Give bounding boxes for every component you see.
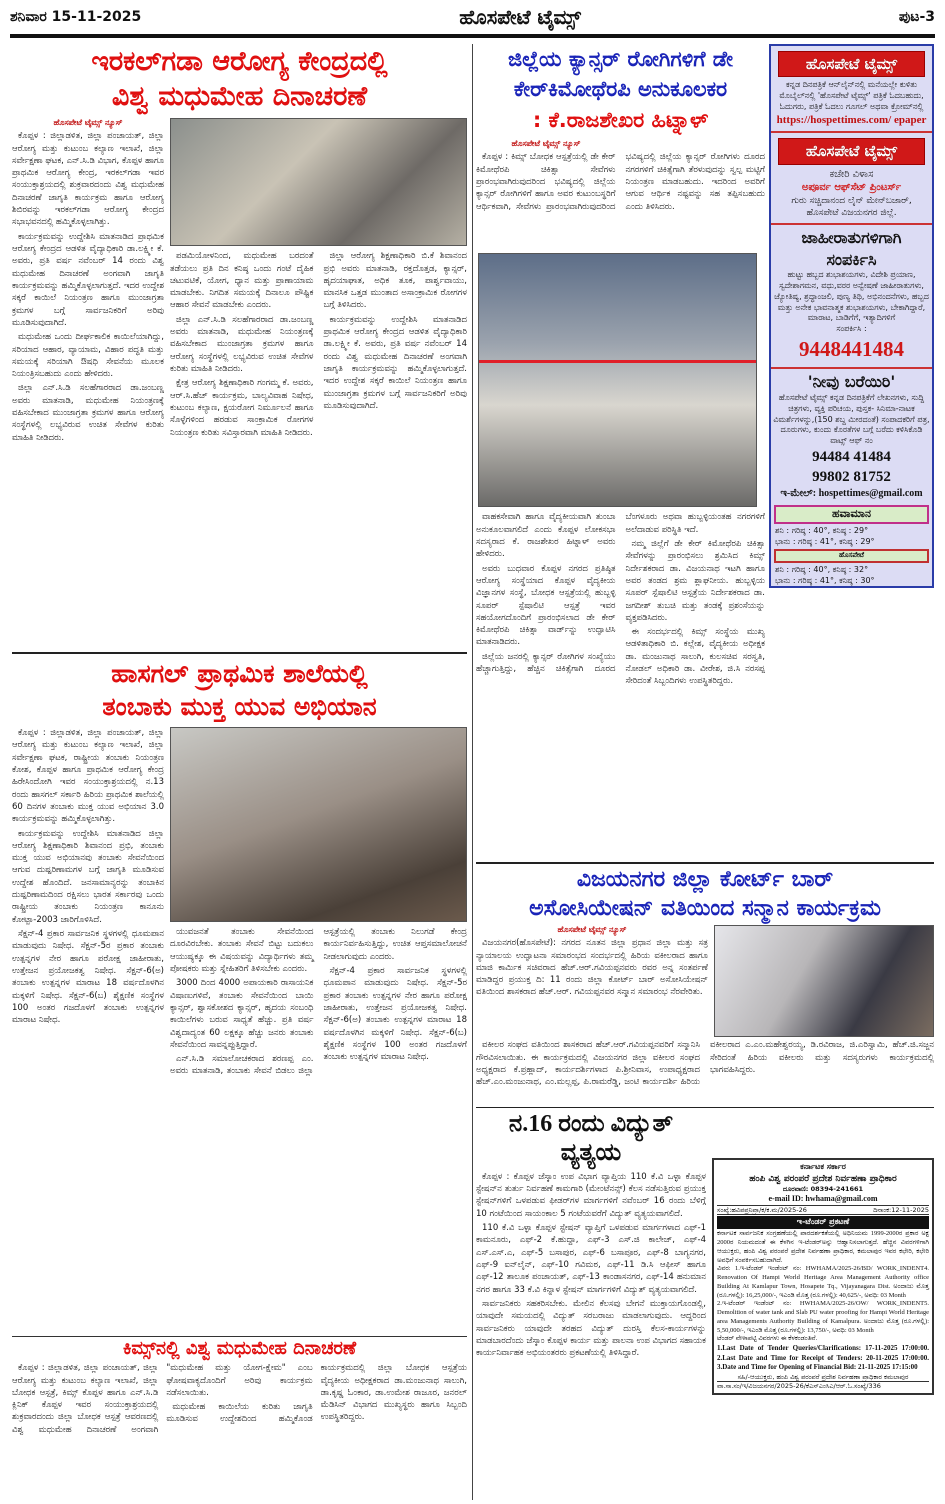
govt-name: ಕರ್ನಾಟಕ ಸರ್ಕಾರ — [800, 1162, 846, 1172]
ads-title-2: ಸಂಪರ್ಕಿಸಿ — [826, 249, 877, 269]
brand-logo: ಹೊಸಪೇಟೆ ಟೈಮ್ಸ್ — [778, 51, 925, 77]
article2-content — [12, 727, 467, 1332]
office-address: ಗುರು ಸಚ್ಚಿದಾನಂದ ಲೈನ್ ಮೇನ್‌ಬಜಾರ್, ಹೊಸಪೇಟೆ ವಿಜಯನಗರ ಜಿಲ್ಲೆ. — [791, 195, 912, 218]
paragraph: ಕೊಪ್ಪಳ : ಕೊಪ್ಪಳ ಜೆಸ್ಕಾಂ ಉಪ ವಿಭಾಗ ವ್ಯಾಪ್ತಿಯ 110 ಕೆ.ವಿ ಒಳ್ಳಾ ಕೊಪ್ಪಳ ಸ್ಟೇಷನ್‌ನ ತುರ್ತು ನಿರ್ವಹಣೆ ಕಾಮಗಾರಿ (ಮೇಂಟೆನನ್ಸ್) ಕೆಲಸ ನಡೆಸುತ್ತಿರುವ ಪ್ರಯುಕ್ತ ಸ್ಟೇಷನ್‌ಗಳಿಗೆ ಒಳಪಡುವ ಫೀಡರ್‌ಗಳ ಮಾರ್ಗಗಳಿಗೆ ನವೆಂಬರ್ 16 ರಂದು ಬೆಳಿಗ್ಗೆ 10 ಗಂಟೆಯಿಂದ ಸಾಯಂಕಾಲ 5 ಗಂಟೆಯವರೆಗೆ ವಿದ್ಯುತ್ ವ್ಯತ್ಯಯವಾಗಲಿದೆ. — [476, 1171, 706, 1219]
paragraph: ಕೊಪ್ಪಳ : ಜಿಲ್ಲಾಡಳಿತ, ಜಿಲ್ಲಾ ಪಂಚಾಯತ್, ಜಿಲ್ಲಾ ಆರೋಗ್ಯ ಮತ್ತು ಕುಟುಂಬ ಕಲ್ಯಾಣ ಇಲಾಖೆ, ಜಿಲ್ಲಾ ಸರ್ವೇಕ್ಷಣಾ ಘಟಕ, ಎನ್.ಸಿ.ಡಿ ವಿಭಾಗ, ಕೊಪ್ಪಳ ಹಾಗೂ ಪ್ರಾಥಮಿಕ ಆರೋಗ್ಯ ಕೇಂದ್ರ, ಇರಕಲ್‌ಗಡಾ ಇವರ ಸಂಯುಕ್ತಾಶ್ರಯದಲ್ಲಿ ಶುಕ್ರವಾರದಂದು ವಿಶ್ವ ಮಧುಮೇಹ ದಿನಾಚರಣೆ ಜಾಗೃತಿ ಕಾರ್ಯಕ್ರಮ ಹಾಗೂ ಆರೋಗ್ಯ ಶಿಬಿರವನ್ನು ಇರಕಲ್‌ಗಡಾ ಆರೋಗ್ಯ ಕೇಂದ್ರದ ಸಭಾಭವನದಲ್ಲಿ ಹಮ್ಮಿಕೊಳ್ಳಲಾಗಿತ್ತು. — [12, 131, 164, 228]
headline-line-1: ಜಿಲ್ಲೆಯ ಕ್ಯಾನ್ಸರ್ ರೋಗಿಗಳಿಗೆ ಡೇ — [507, 47, 733, 71]
paragraph: ಕೊಪ್ಪಳ : ಜಿಲ್ಲಾಡಳಿತ, ಜಿಲ್ಲಾ ಪಂಚಾಯತ್, ಜಿಲ್ಲಾ ಆರೋಗ್ಯ ಮತ್ತು ಕುಟುಂಬ ಕಲ್ಯಾಣ ಇಲಾಖೆ, ಜಿಲ್ಲಾ ಬೋಧಕ ಆಸ್ಪತ್ರೆ, ಕಿಮ್ಸ್ ಕೊಪ್ಪಳ ಹಾಗೂ ಎನ್.ಸಿ.ಡಿ ಕ್ಲಿನಿಕ್ ಕೊಪ್ಪಳ ಇವರ ಸಂಯುಕ್ತಾಶ್ರಯದಲ್ಲಿ ಶುಕ್ರವಾರದಂದು ಜಿಲ್ಲಾ ಬೋಧಕ ಆಸ್ಪತ್ರೆ ಆವರಣದಲ್ಲಿ ವಿಶ್ವ ಮಧುಮೇಹ ದಿನಾಚರಣೆ ಅಂಗವಾಗಿ "ಮಧುಮೇಹ ಮತ್ತು ಯೋಗ-ಕ್ಷೇಮ" ಎಂಬ ಘೋಷವಾಕ್ಯದೊಂದಿಗೆ ಅರಿವು ಕಾರ್ಯಕ್ರಮ ನಡೆಸಲಾಯಿತು. — [12, 1363, 313, 1435]
masthead: ಹೊಸಪೇಟೆ ಟೈಮ್ಸ್ — [459, 5, 581, 29]
article2-lead — [12, 727, 164, 1332]
article2-body — [170, 926, 467, 1332]
email: ಇ-ಮೇಲ್: hospettimes@gmail.com — [780, 488, 923, 500]
weather-row: ಭಾನು : ಗರಿಷ್ಠ : 41°, ಕನಿಷ್ಠ : 30° — [775, 575, 875, 585]
left-half — [12, 44, 467, 1500]
tender-footer: ವಾ.ಸಾ.ಸಂ/ಇ/ವಿಜಯನಗರ/2025-26/ಕೆಎಸ್‌ಎಂಸಿಎ/ಆರ್.ಓ.ಸಂಖ್ಯೆ/336 — [717, 1381, 929, 1391]
headline-line-2: ವಿಶ್ವ ಮಧುಮೇಹ ದಿನಾಚರಣೆ — [111, 81, 368, 113]
paragraph: ಕಾರ್ಯಕ್ರಮವನ್ನು ಉದ್ದೇಶಿಸಿ ಮಾತನಾಡಿದ ಜಿಲ್ಲಾ ಆರೋಗ್ಯ ಶಿಕ್ಷಣಾಧಿಕಾರಿ ಶಿವಾನಂದ ಪ್ರಭಿ, ತಂಬಾಕು ಮುಕ್ತ ಯುವ ಅಭಿಯಾನವು ತಂಬಾಕು ಸೇವನೆಯಿಂದ ಆಗುವ ದುಷ್ಪರಿಣಾಮಗಳ ಬಗ್ಗೆ ಜಾಗೃತಿ ಮೂಡಿಸುವ ಉದ್ದೇಶ ಹೊಂದಿದೆ. ಜನಸಾಮಾನ್ಯರನ್ನು ತಂಬಾಕಿನ ದುಷ್ಪರಿಣಾಮದಿಂದ ರಕ್ಷಿಸಲು ಭಾರತ ಸರ್ಕಾರವು ಒಂದು ರಾಷ್ಟ್ರೀಯ ತಂಬಾಕು ನಿಯಂತ್ರಣ ಕಾನೂನು ಕೋಟ್ಪಾ-2003 ಜಾರಿಗೊಳಿಸಿದೆ. — [12, 828, 164, 925]
ads-title: ಜಾಹೀರಾತುಗಳಿಗಾಗಿ — [801, 228, 902, 248]
tender-item-1: ವಿವರ: 1.ಇ-ಟೆಂಡರ್ ಇಂಡೆಂಟ್ ನಂ: HWHAMA/2025-26/BD/ WORK_INDENT4. Renovation Of Hampi World Heritage Area Management Authority office Building At Kamlapur Town, Hosapete Tq., Vijayanagara Dist. ಅಂದಾಜು ಮೊತ್ತ (ರೂ.ಗಳಲ್ಲಿ): 16,25,000/-, ಇಎಂಡಿ ಮೊತ್ತ (ರೂ.ಗಳಲ್ಲಿ): 40,625/-, ಅವಧಿ: 03 Month — [717, 1265, 929, 1299]
headline-line-2: ಅಸೋಸಿಯೇಷನ್ ವತಿಯಿಂದ ಸನ್ಮಾನ ಕಾರ್ಯಕ್ರಮ — [529, 895, 881, 921]
article6-body — [476, 1171, 706, 1500]
tender-item-2: 2.ಇ-ಟೆಂಡರ್ ಇಂಡೆಂಟ್ ನಂ: HWHAMA/2025-26/OW/ WORK_INDENT5. Demolition of water tank and Slab PU water proofing for Hampi World Heritage area Managements Authority Building of Kamalpura. ಅಂದಾಜು ಮೊತ್ತ (ರೂ.ಗಳಲ್ಲಿ): 5,50,000/-, ಇಎಂಡಿ ಮೊತ್ತ (ರೂ.ಗಳಲ್ಲಿ): 13,750/-, ಅವಧಿ: 03 Month — [717, 1300, 929, 1334]
epaper-text: ಕನ್ನಡ ದಿನಪತ್ರಿಕೆ ಆನ್‌ಲೈನ್‌ನಲ್ಲಿ ಮನೆಯಲ್ಲೇ ಕುಳಿತು ಮೊಬೈಲ್‌ನಲ್ಲಿ 'ಹೊಸಪೇಟೆ ಟೈಮ್ಸ್' ಪತ್ರಿಕೆ ಓದಬಹುದು, ಓದುಗರು, ಪತ್ರಿಕೆ ಓದಲು ಗೂಗಲ್ ಅಥವಾ ಕ್ರೋಮ್‌ನಲ್ಲಿ — [779, 80, 924, 111]
tender-intro: ಕರ್ನಾಟಕ ಸಾರ್ವಜನಿಕ ಸಂಗ್ರಹಣೆಯಲ್ಲಿ ಪಾರದರ್ಶಕತೆಯಲ್ಲಿ ಅಧಿನಿಯಮ 1999-2000ರ ಪ್ರಕಾರ ಅಕ್ಟ 2000ರ ನಿಯಮದಂತೆ ಈ ಕೆಳಗಿನ ಇ-ಟೆಂಡರ್‌ಅನ್ನು ಆಹ್ವಾನಿಸಲಾಗುತ್ತದೆ. ಹೆಚ್ಚಿನ ವಿವರಗಳಿಗಾಗಿ ಆಯುಕ್ತರು, ಹಂಪಿ ವಿಶ್ವ ಪರಂಪರೆ ಪ್ರದೇಶ ನಿರ್ವಹಣಾ ಪ್ರಾಧಿಕಾರ, ಕಮಲಾಪುರ ಇವರ ಕಛೇರಿ, ಕಛೇರಿ ಅವಧಿಗೆ ಸಂಪರ್ಕಿಸಬಹುದಾಗಿದೆ. — [717, 1230, 929, 1264]
headline-line-1: ಇರಕಲ್‌ಗಡಾ ಆರೋಗ್ಯ ಕೇಂದ್ರದಲ್ಲಿ — [91, 46, 388, 77]
paragraph: ವಕೀಲರ ಸಂಘದ ವತಿಯಿಂದ ಶಾಸಕರಾದ ಹೆಚ್.ಆರ್.ಗವಿಯಪ್ಪನವರಿಗೆ ಸನ್ಮಾನಿಸಿ ಗೌರವಿಸಲಾಯಿತು. ಈ ಕಾರ್ಯಕ್ರಮದಲ್ಲಿ ವಿಜಯನಗರ ಜಿಲ್ಲಾ ವಕೀಲರ ಸಂಘದ ಅಧ್ಯಕ್ಷರಾದ ಕೆ.ಪ್ರಹ್ಲಾದ್, ಕಾರ್ಯದರ್ಶಿಗಳಾದ ಪಿ.ಶ್ರೀನಿವಾಸ, ಉಪಾಧ್ಯಕ್ಷರಾದ ಹೆಚ್.ಎಂ.ಮಂಜುನಾಥ, ಎಂ.ಮಲ್ಲಪ್ಪ, ಪಿ.ರಾಮರೆಡ್ಡಿ, ಜಂಟಿ ಕಾರ್ಯದರ್ಶಿ ಹಿರಿಯ ವಕೀಲರಾದ ಎ.ಎಂ.ಮಹೇಶ್ವರಯ್ಯ, ಡಿ.ರವಿರಾಜ, ಜಿ.ಎರಿಸ್ವಾಮಿ, ಹೆಚ್.ಜಿ.ಸಜ್ಜನ ಸೇರಿದಂತೆ ಹಿರಿಯ ವಕೀಲರು ಮತ್ತು ಸದಸ್ಯರುಗಳು ಕಾರ್ಯಕ್ರಮದಲ್ಲಿ ಭಾಗವಹಿಸಿದ್ದರು. — [476, 1040, 934, 1088]
epaper-link[interactable]: https://hospettimes.com/ epaper — [776, 113, 927, 126]
byline: ಹೊಸಪೇಟೆ ಟೈಮ್ಸ್ ನ್ಯೂಸ್ — [53, 118, 123, 128]
article3-body — [12, 1362, 467, 1500]
tender-signatory: ಸಹಿ/-ಆಯುಕ್ತರು, ಹಂಪಿ ವಿಶ್ವ ಪರಂಪರೆ ಪ್ರದೇಶ ನಿರ್ವಹಣಾ ಪ್ರಾಧಿಕಾರ ಕಮಲಾಪುರ — [737, 1372, 909, 1381]
article1-body — [170, 250, 467, 648]
paragraph: ಸಾರ್ವಜನಿಕರು ಸಹಕರಿಸಬೇಕು. ಮೇಲಿನ ಕೆಲಸವು ಬೇಗನೆ ಮುಕ್ತಾಯಗೊಂಡಲ್ಲಿ, ಯಾವುದೇ ಸಮಯದಲ್ಲಿ ವಿದ್ಯುತ್ ಸರಬರಾಜು ಮಾಡಲಾಗುವುದು. ಆದ್ದರಿಂದ ಸಾರ್ವಜನಿಕರು ಯಾವುದೇ ತರಹದ ವಿದ್ಯುತ್ ದುರಸ್ತಿ ಕೆಲಸ-ಕಾರ್ಯಗಳನ್ನು ಮಾಡಬಾರದೆಂದು ಜೆಸ್ಕಾಂ ಕೊಪ್ಪಳ ಕಾರ್ಯ ಮತ್ತು ಪಾಲನಾ ಉಪ ವಿಭಾಗದ ಸಹಾಯಕ ಕಾರ್ಯನಿರ್ವಾಹಕ ಅಭಿಯಂತರರು ಪ್ರಕಟಣೆಯಲ್ಲಿ ತಿಳಿಸಿದ್ದಾರೆ. — [476, 1298, 706, 1359]
paragraph: ಕ್ಷೇತ್ರ ಆರೋಗ್ಯ ಶಿಕ್ಷಣಾಧಿಕಾರಿ ಗಂಗಮ್ಮ ಕೆ. ಅವರು, ಆರ್.ಸಿ.ಹೆಚ್ ಕಾರ್ಯಕ್ರಮ, ಬಾಲ್ಯವಿವಾಹ ನಿಷೇಧ, ಕುಟುಂಬ ಕಲ್ಯಾಣ, ಕ್ಷಯರೋಗ ನಿರ್ಮೂಲನೆ ಹಾಗೂ ಸೊಳ್ಳೆಗಳಿಂದ ಹರಡುವ ಸಾಂಕ್ರಾಮಿಕ ರೋಗಗಳ ನಿಯಂತ್ರಣ ಕುರಿತು ಸವಿಸ್ತಾರವಾಗಿ ಮಾಹಿತಿ ನೀಡಿದರು. — [170, 378, 314, 438]
article-bar-association — [476, 866, 934, 923]
weather-row: ಶನಿ : ಗರಿಷ್ಠ : 40°, ಕನಿಷ್ಠ : 32° — [775, 564, 869, 574]
office-label: ಕಚೇರಿ ವಿಳಾಸ — [829, 168, 874, 180]
article-diabetes-irakalgada — [12, 44, 467, 114]
top-right-row — [476, 44, 934, 856]
headline-power-outage: ನ.16 ರಂದು ವಿದ್ಯುತ್ ವ್ಯತ್ಯಯ — [508, 1111, 674, 1166]
ads-text: ಹುಟ್ಟು ಹಬ್ಬದ ಶುಭಾಶಯಗಳು, ವಿದೇಶಿ ಪ್ರಯಾಣ, ಸ್ವದೇಶಾಗಮನ, ವಧು,ವರರ ಅನ್ವೇಷಣೆ ಜಾಹೀರಾತುಗಳು, ಜ್ಯೋತಿಷ್ಯ, ಶ್ರದ್ಧಾಂಜಲಿ, ಪುಣ್ಯ ತಿಥಿ, ಅಭಿನಂದನೆಗಳು, ಹಬ್ಬದ ಮತ್ತು ಅನೇಕ ಭಾವನಾತ್ಮಕ ಶುಭಾಶಯಗಳು, ಬೇಕಾಗಿದ್ದಾರೆ, ಮಾರಾಟ, ಬಾಡಿಗೆಗೆ, ಇತ್ಯಾದಿಗಳಿಗೆ — [774, 270, 929, 323]
tender-phone: ದೂರವಾಣಿ: 08394-241661 — [782, 1185, 864, 1194]
paragraph: ಕಾರ್ಯಕ್ರಮವನ್ನು ಉದ್ದೇಶಿಸಿ ಮಾತನಾಡಿದ ಪ್ರಾಥಮಿಕ ಆರೋಗ್ಯ ಕೇಂದ್ರದ ಆಡಳಿತ ವೈದ್ಯಾಧಿಕಾರಿ ಡಾ.ಲಕ್ಷ್ಮೀ ಕೆ. ಅವರು, ಪ್ರತಿ ವರ್ಷ ನವೆಂಬರ್ 14 ರಂದು ವಿಶ್ವ ಮಧುಮೇಹ ದಿನಾಚರಣೆ ಅಂಗವಾಗಿ ಜಾಗೃತಿ ಕಾರ್ಯಕ್ರಮವನ್ನು ಹಮ್ಮಿಕೊಳ್ಳಲಾಗುತ್ತದೆ. ಇದರ ಉದ್ದೇಶ ಸಕ್ಕರೆ ಕಾಯಿಲೆ ನಿಯಂತ್ರಣ ಹಾಗೂ ಮುಂಜಾಗ್ರತಾ ಕ್ರಮಗಳ ಬಗ್ಗೆ ಸಾರ್ವಜನಿಕರಿಗೆ ಅರಿವು ಮೂಡಿಸುವುದಾಗಿದೆ. — [12, 231, 164, 328]
phone-1: 94484 41484 — [812, 448, 891, 465]
paragraph: ವಿಜಯನಗರ(ಹೊಸಪೇಟೆ): ನಗರದ ನೂತನ ಜಿಲ್ಲಾ ಪ್ರಧಾನ ಜಿಲ್ಲಾ ಮತ್ತು ಸತ್ರ ನ್ಯಾಯಾಲಯ ಉದ್ಘಾಟನಾ ಸಮಾರಂಭದ ಸಂದರ್ಭದಲ್ಲಿ ಹಿರಿಯ ವಕೀಲರಾದ ಹಾಗೂ ಮಾಜಿ ಕಾರ್ಮಿಕ ಸಚಿವರಾದ ಹೆಚ್.ಆರ್.ಗವಿಯಪ್ಪನವರು ರವರ ಅನ್ನ ಸಂತರ್ಪಣೆ ಮಾಡಿದ್ದರ ಪ್ರಯುಕ್ತ ದಿ: 11 ರಂದು ಜಿಲ್ಲಾ ಕೋರ್ಟ್ ಬಾರ್ ಅಸೋಸಿಯೇಷನ್ ವತಿಯಿಂದ ಶಾಸಕರಾದ ಹೆಚ್.ಆರ್. ಗವಿಯಪ್ಪನವರ ಸನ್ಮಾನ ಸಮಾರಂಭ ನೆರವೇರಿತು. — [476, 938, 708, 998]
tender-schedule-label: ಟೆಂಡರ್ ವೇಳಾಪಟ್ಟಿ ವಿವರಗಳು ಈ ಕೆಳಕಂಡಂತಿವೆ. — [717, 1335, 818, 1343]
paragraph: 110 ಕೆ.ವಿ ಒಳ್ಳಾ ಕೊಪ್ಪಳ ಸ್ಟೇಷನ್ ವ್ಯಾಪ್ತಿಗೆ ಒಳಪಡುವ ಮಾರ್ಗಗಳಾದ ಎಫ್-1 ಕಾಮನೂರು, ಎಫ್-2 ಕೆ.ಹುದ್ದಾ, ಎಫ್-3 ಎಸ್.ಜಿ ಕಾಲೇಜ್, ಎಫ್-4 ಎಸ್.ಎಸ್.ಎ, ಎಫ್-5 ಬಸಾಪುರ, ಎಫ್-6 ಬಸಾಪೂರ, ಎಫ್-8 ಬಾಗ್ಯನಗರ, ಎಫ್-9 ಐನ್‌ಲೈನ್, ಎಫ್-10 ಗವಿಮಠ, ಎಫ್-11 ಡಿ.ಸಿ ಆಫೀಸ್ ಹಾಗೂ ಎಫ್-12 ತಾಲೂಕ ಪಂಚಾಯತ್, ಎಫ್-13 ಕಾಂಡಾಸನಗರ, ಎಫ್-14 ಹನುಮಾನ ನಗರ ಹಾಗೂ 33 ಕೆ.ವಿ ಕಿನ್ನಾಳ ಸ್ಟೇಷನ್ ಮಾರ್ಗಗಳಿಗೆ ವಿದ್ಯುತ್ ವ್ಯತ್ಯಯವಾಗಲಿದೆ. — [476, 1223, 706, 1295]
tender-notice — [712, 1158, 934, 1395]
divider — [476, 1107, 934, 1108]
article1-right — [170, 118, 467, 648]
photo-ribbon-cutting — [478, 253, 757, 507]
photo-school-event — [170, 727, 467, 922]
ads-phone: 9448441484 — [799, 336, 904, 361]
article1-lead-column — [12, 118, 164, 648]
page-number: ಪುಟ-3 — [898, 9, 935, 25]
article2-right — [170, 727, 467, 1332]
ads-contact-label: ಸಂಪರ್ಕಿಸಿ : — [836, 324, 867, 334]
article-tobacco-free — [12, 658, 467, 723]
paragraph: ಕೊಪ್ಪಳ : ಕಿಮ್ಸ್ ಬೋಧಕ ಆಸ್ಪತ್ರೆಯಲ್ಲಿ ಡೇ ಕೇರ್ ಕಿಮೋಥೆರಪಿ ಚಿಕಿತ್ಸಾ ಸೇವೆಗಳು ಪ್ರಾರಂಭವಾಗಿರುವುದರಿಂದ ಭವಿಷ್ಯದಲ್ಲಿ ಜಿಲ್ಲೆಯ ಕ್ಯಾನ್ಸರ್ ರೋಗಿಗಳಿಗೆ ಹಾಗೂ ಅವರ ಕುಟುಂಬಸ್ಥರಿಗೆ ಆರ್ಥಿಕವಾಗಿ, ಸೇವೆಗಳು ಪ್ರಾರಂಭವಾಗಿರುವುದರಿಂದ ಭವಿಷ್ಯದಲ್ಲಿ ಜಿಲ್ಲೆಯ ಕ್ಯಾನ್ಸರ್ ರೋಗಿಗಳು ದೂರದ ನಗರಗಳಿಗೆ ಚಿಕಿತ್ಸೆಗಾಗಿ ತೆರಳುವುದನ್ನು ಸ್ವಲ್ಪ ಮಟ್ಟಿಗೆ ನಿಯಂತ್ರಣ ಮಾಡಬಹುದು. ಇದರಿಂದ ಅವರಿಗೆ ಆಗುವ ಆರ್ಥಿಕ ನಷ್ಟವನ್ನು ಸಹ ತಪ್ಪಿಸಬಹುದು ಎಂದು ತಿಳಿಸಿದರು. — [476, 152, 765, 212]
byline: ಹೊಸಪೇಟೆ ಟೈಮ್ಸ್ ನ್ಯೂಸ್ — [557, 925, 627, 935]
tender-ref: ಸಂಖ್ಯೆ:ಹವಿಪಪ್ರನಿಪ್ರಾ/ಕ/ಕ.ಮ/2025-26 — [717, 1205, 807, 1214]
tender-schedule: 1.Last Date of Tender Queries/Clarifications: 17-11-2025 17:00:00. 2.Last Date and Time for Receipt of Tenders: 20-11-2025 17:00:00. 3.Date and Time for Opening of Financial Bid: 21-11-2025 17:15:00 — [717, 1344, 929, 1372]
tender-title: ಇ-ಟೆಂಡರ್ ಪ್ರಕಟಣೆ — [717, 1216, 929, 1229]
headline-line-1: ಹಾಸಗಲ್ ಪ್ರಾಥಮಿಕ ಶಾಲೆಯಲ್ಲಿ — [111, 659, 368, 688]
paragraph: ಮಧುಮೇಹ ಒಂದು ದೀರ್ಘಕಾಲಿಕ ಕಾಯಿಲೆಯಾಗಿದ್ದು, ಸರಿಯಾದ ಆಹಾರ, ವ್ಯಾಯಾಮ, ವಿಹಾರ ಪದ್ಧತಿ ಮತ್ತು ಸಮಯಕ್ಕೆ ಸರಿಯಾಗಿ ಔಷಧಿ ಸೇವನೆಯ ಮೂಲಕ ನಿಯಂತ್ರಿಸಬಹುದು ಎಂದು ಹೇಳಿದರು. — [12, 332, 164, 380]
column-divider — [472, 44, 473, 1500]
article5-body — [476, 1039, 934, 1105]
article1-content — [12, 118, 467, 648]
headline-line-1: ವಿಜಯನಗರ ಜಿಲ್ಲಾ ಕೋರ್ಟ್ ಬಾರ್ — [576, 867, 834, 892]
weather-row: ಶನಿ : ಗರಿಷ್ಠ : 40°, ಕನಿಷ್ಠ : 29° — [775, 525, 869, 535]
right-half — [476, 44, 934, 1500]
weather-title: ಹವಾಮಾನ — [774, 505, 929, 524]
paragraph: ನಮ್ಮ ಜಿಲ್ಲೆಗೆ ಡೇ ಕೇರ್ ಕಿಮೋಥೆರಪಿ ಚಿಕಿತ್ಸಾ ಸೇವೆಗಳನ್ನು ಪ್ರಾರಂಭಿಸಲು ಶ್ರಮಿಸಿದ ಕಿಮ್ಸ್ ನಿರ್ದೇಶಕರಾದ ಡಾ. ವಿಜಯನಾಥ ಇಟಗಿ ಹಾಗೂ ಅವರ ತಂಡದ ಶ್ರಮ ಶ್ಲಾಘನೀಯ. ಹುಬ್ಬಳ್ಳಿಯ ಸೂಪರ್ ಸ್ಪೆಷಾಲಿಟಿ ಆಸ್ಪತ್ರೆಯ ನಿರ್ದೇಶಕರಾದ ಡಾ. ಜಗದೀಶ್ ತುಬಚಿ ಮತ್ತು ತಂಡಕ್ಕೆ ಪ್ರಶಂಸೆಯನ್ನು ವ್ಯಕ್ತಪಡಿಸಿದರು. — [625, 538, 765, 623]
paragraph: ಜಿಲ್ಲಾ ಎನ್.ಸಿ.ಡಿ ಸಲಹೆಗಾರರಾದ ಡಾ.ಜಂಬಣ್ಣ ಅವರು ಮಾತನಾಡಿ, ಮಧುಮೇಹ ನಿಯಂತ್ರಣಕ್ಕೆ ವಹಿಸಬೇಕಾದ ಮುಂಜಾಗ್ರತಾ ಕ್ರಮಗಳ ಹಾಗೂ ಆರೋಗ್ಯ ಸಂಸ್ಥೆಗಳಲ್ಲಿ ಲಭ್ಯವಿರುವ ಉಚಿತ ಸೇವೆಗಳ ಕುರಿತು ಮಾಹಿತಿ ನೀಡಿದರು. — [170, 314, 314, 374]
article1-lead — [12, 130, 164, 648]
tender-email: e-mail ID: hwhama@gmail.com — [768, 1193, 878, 1203]
article5-lead-text — [476, 937, 708, 1037]
ribbon — [479, 360, 756, 363]
article-power-outage — [476, 1110, 706, 1500]
article5-top — [476, 925, 934, 1037]
tender-date: ದಿನಾಂಕ:12-11-2025 — [873, 1205, 929, 1214]
article-cancer-daycare — [476, 44, 765, 856]
paragraph: ಜಿಲ್ಲಾ ಆರೋಗ್ಯ ಶಿಕ್ಷಣಾಧಿಕಾರಿ ಬಿ.ಕೆ ಶಿವಾನಂದ ಪ್ರಭಿ ಅವರು ಮಾತನಾಡಿ, ರಕ್ತದೊತ್ತಡ, ಕ್ಯಾನ್ಸರ್, ಹೃದಯಾಘಾತ, ಅಧಿಕ ತೂಕ, ಪಾರ್ಶ್ವವಾಯು, ಮಾನಸಿಕ ಒತ್ತಡ ಮುಂತಾದ ಅಸಾಂಕ್ರಾಮಿಕ ರೋಗಗಳ ಬಗ್ಗೆ ತಿಳಿಸಿದರು. — [323, 251, 467, 311]
paragraph: ಕೊಪ್ಪಳ : ಜಿಲ್ಲಾಡಳಿತ, ಜಿಲ್ಲಾ ಪಂಚಾಯತ್, ಜಿಲ್ಲಾ ಆರೋಗ್ಯ ಮತ್ತು ಕುಟುಂಬ ಕಲ್ಯಾಣ ಇಲಾಖೆ, ಜಿಲ್ಲಾ ಸರ್ವೇಕ್ಷಣಾ ಘಟಕ, ರಾಷ್ಟ್ರೀಯ ತಂಬಾಕು ನಿಯಂತ್ರಣ ಕೋಶ, ಕೊಪ್ಪಳ ಹಾಗೂ ಪ್ರಾಥಮಿಕ ಆರೋಗ್ಯ ಕೇಂದ್ರ ಹಿರೇಸಿಂದೋಗಿ ಇವರ ಸಂಯುಕ್ತಾಶ್ರಯದಲ್ಲಿ ನ.13 ರಂದು ಹಾಸಗಲ್ ಸರ್ಕಾರಿ ಹಿರಿಯ ಪ್ರಾಥಮಿಕ ಶಾಲೆಯಲ್ಲಿ 60 ದಿನಗಳ ತಂಬಾಕು ಮುಕ್ತ ಯುವ ಅಭಿಯಾನ 3.0 ಕಾರ್ಯಕ್ರಮವನ್ನು ಹಮ್ಮಿಕೊಳ್ಳಲಾಗಿತ್ತು. — [12, 728, 164, 825]
paragraph: ಅವರು ಬುಧವಾರ ಕೊಪ್ಪಳ ನಗರದ ಪ್ರತಿಷ್ಠಿತ ಆರೋಗ್ಯ ಸಂಸ್ಥೆಯಾದ ಕೊಪ್ಪಳ ವೈದ್ಯಕೀಯ ವಿಜ್ಞಾನಗಳ ಸಂಸ್ಥೆ, ಬೋಧಕ ಆಸ್ಪತ್ರೆಯಲ್ಲಿ ಹುಬ್ಬಳ್ಳಿ ಸೂಪರ್ ಸ್ಪೆಷಾಲಿಟಿ ಆಸ್ಪತ್ರೆ ಇವರ ಸಹಯೋಗದೊಂದಿಗೆ ಪ್ರಾರಂಭಿಸಲಾದ ಡೇ ಕೇರ್ ಕಿಮೋಥೆರಪಿ ಚಿಕಿತ್ಸಾ ವಾರ್ಡ್‌ನ್ನು ಉದ್ಘಾಟಿಸಿ ಮಾತನಾಡಿದರು. — [476, 563, 616, 648]
sidebar — [769, 44, 934, 588]
write-title: 'ನೀವು ಬರೆಯಿರಿ' — [807, 372, 896, 392]
divider — [12, 652, 467, 654]
paragraph: ಮಧುಮೇಹ ಕಾಯಿಲೆಯ ಕುರಿತು ಜಾಗೃತಿ ಮೂಡಿಸುವ ಉದ್ದೇಶದಿಂದ ಹಮ್ಮಿಕೊಂಡ ಕಾರ್ಯಕ್ರಮದಲ್ಲಿ ಜಿಲ್ಲಾ ಬೋಧಕ ಆಸ್ಪತ್ರೆಯ ವೈದ್ಯಕೀಯ ಅಧೀಕ್ಷಕರಾದ ಡಾ.ಮಂಜುನಾಥ ಸಾಲುಗಿ, ಡಾ.ಕೃಷ್ಣ ಓಂಕಾರ, ಡಾ.ಉಮೇಶ ರಾಜೂರ, ಜನರಲ್ ಮೆಡಿಸಿನ್ ವಿಭಾಗದ ಮುಖ್ಯಸ್ಥರು ಹಾಗೂ ಸಿಬ್ಬಂದಿ ಉಪಸ್ಥಿತರಿದ್ದರು. — [166, 1363, 467, 1425]
paragraph: ಎನ್.ಸಿ.ಡಿ ಸಮಾಲೋಚಕರಾದ ಶರಣಪ್ಪ ಎಂ. ಅವರು ಮಾತನಾಡಿ, ತಂಬಾಕು ಸೇವನೆ ಬಿಡಲು ಜಿಲ್ಲಾ ಆಸ್ಪತ್ರೆಯಲ್ಲಿ ತಂಬಾಕು ನಿಲುಗಡೆ ಕೇಂದ್ರ ಕಾರ್ಯನಿರ್ವಹಿಸುತ್ತಿದ್ದು, ಉಚಿತ ಆಪ್ತಸಮಾಲೋಚನೆ ನೀಡಲಾಗುವುದು ಎಂದರು. — [170, 927, 467, 1077]
paragraph: ಸೆಕ್ಷನ್-4 ಪ್ರಕಾರ ಸಾರ್ವಜನಿಕ ಸ್ಥಳಗಳಲ್ಲಿ ಧೂಮಪಾನ ಮಾಡುವುದು ನಿಷೇಧ. ಸೆಕ್ಷನ್-5ರ ಪ್ರಕಾರ ತಂಬಾಕು ಉತ್ಪನ್ನಗಳ ನೇರ ಹಾಗೂ ಪರೋಕ್ಷ ಜಾಹೀರಾತು, ಉತ್ತೇಜನ ಪ್ರಯೋಜಕತ್ವ ನಿಷೇಧ. ಸೆಕ್ಷನ್-6(ಅ) ತಂಬಾಕು ಉತ್ಪನ್ನಗಳ ಮಾರಾಟ 18 ವರ್ಷದೊಳಗಿನ ಮಕ್ಕಳಿಗೆ ನಿಷೇಧ. ಸೆಕ್ಷನ್-6(ಬ) ಶೈಕ್ಷಣಿಕ ಸಂಸ್ಥೆಗಳ 100 ಅಂತರ ಗಜದೊಳಗೆ ತಂಬಾಕು ಉತ್ಪನ್ನಗಳ ಮಾರಾಟ ನಿಷೇಧ. — [12, 929, 164, 1026]
headline-line-3: : ಕೆ.ರಾಜಶೇಖರ ಹಿಟ್ನಾಳ್ — [532, 107, 709, 132]
office-name: ಅಪೂರ್ವ ಆಫ್‌ಸೆಟ್ ಪ್ರಿಂಟರ್ಸ್ — [801, 182, 902, 194]
whatsapp-label: ವಾಟ್ಸ್ ಆಫ್ ನಂ — [830, 436, 873, 446]
article4-body — [476, 511, 765, 856]
phone-2: 99802 81752 — [812, 469, 891, 486]
page-header — [10, 0, 935, 38]
issue-date: ಶನಿವಾರ 15-11-2025 — [10, 9, 142, 25]
divider — [476, 862, 934, 864]
photo-diabetes-event — [170, 118, 467, 246]
paragraph: 3000 ದಿಂದ 4000 ಅಪಾಯಕಾರಿ ರಾಸಾಯನಿಕ ವಿಷಾಣುಗಳಿವೆ, ತಂಬಾಕು ಸೇವನೆಯಿಂದ ಬಾಯಿ ಕ್ಯಾನ್ಸರ್, ಶ್ವಾಸಕೋಶದ ಕ್ಯಾನ್ಸರ್, ಹೃದಯ ಸಂಬಂಧಿ ಕಾಯಿಲೆಗಳು ಬರುವ ಸಾಧ್ಯತೆ ಹೆಚ್ಚು. ಪ್ರತಿ ವರ್ಷ ವಿಶ್ವದಾದ್ಯಂತ 60 ಲಕ್ಷಕ್ಕೂ ಹೆಚ್ಚು ಜನರು ತಂಬಾಕು ಸೇವನೆಯಿಂದ ಸಾವನ್ನಪ್ಪುತ್ತಿದ್ದಾರೆ. — [170, 978, 314, 1050]
article5-lead — [476, 925, 708, 1037]
paragraph: ಜಿಲ್ಲಾ ಎನ್.ಸಿ.ಡಿ ಸಲಹೆಗಾರರಾದ ಡಾ.ಜಂಬಣ್ಣ ಅವರು ಮಾತನಾಡಿ, ಮಧುಮೇಹ ನಿಯಂತ್ರಣಕ್ಕೆ ವಹಿಸಬೇಕಾದ ಮುಂಜಾಗ್ರತಾ ಕ್ರಮಗಳ ಹಾಗೂ ಆರೋಗ್ಯ ಸಂಸ್ಥೆಗಳಲ್ಲಿ ಲಭ್ಯವಿರುವ ಉಚಿತ ಸೇವೆಗಳ ಕುರಿತು ಮಾಹಿತಿ ನೀಡಿದರು. — [12, 383, 164, 443]
authority-name: ಹಂಪಿ ವಿಶ್ವ ಪರಂಪರೆ ಪ್ರದೇಶ ನಿರ್ವಹಣಾ ಪ್ರಾಧಿಕಾರ — [749, 1173, 897, 1184]
paragraph: ಕಾರ್ಯಕ್ರಮವನ್ನು ಉದ್ದೇಶಿಸಿ ಮಾತನಾಡಿದ ಪ್ರಾಥಮಿಕ ಆರೋಗ್ಯ ಕೇಂದ್ರದ ಆಡಳಿತ ವೈದ್ಯಾಧಿಕಾರಿ ಡಾ.ಲಕ್ಷ್ಮೀ ಕೆ. ಅವರು, ಪ್ರತಿ ವರ್ಷ ನವೆಂಬರ್ 14 ರಂದು ವಿಶ್ವ ಮಧುಮೇಹ ದಿನಾಚರಣೆ ಅಂಗವಾಗಿ ಜಾಗೃತಿ ಕಾರ್ಯಕ್ರಮವನ್ನು ಹಮ್ಮಿಕೊಳ್ಳಲಾಗುತ್ತದೆ. ಇದರ ಉದ್ದೇಶ ಸಕ್ಕರೆ ಕಾಯಿಲೆ ನಿಯಂತ್ರಣ ಹಾಗೂ ಮುಂಜಾಗ್ರತಾ ಕ್ರಮಗಳ ಬಗ್ಗೆ ಸಾರ್ವಜನಿಕರಿಗೆ ಅರಿವು ಮೂಡಿಸುವುದಾಗಿದೆ. — [323, 314, 467, 411]
weather-city: ಹೊಸಪೇಟೆ — [774, 549, 929, 562]
weather-row: ಭಾನು : ಗರಿಷ್ಠ : 41°, ಕನಿಷ್ಠ : 29° — [775, 536, 875, 546]
paragraph: ವಾಹಕಸೇವಾಗಿ ಹಾಗೂ ವೈದ್ಯಕೀಯವಾಗಿ ತುಂಬಾ ಅನುಕೂಲವಾಗಲಿದೆ ಎಂದು ಕೊಪ್ಪಳ ಲೋಕಸಭಾ ಸದಸ್ಯರಾದ ಕೆ. ರಾಜಶೇಖರ ಹಿಟ್ನಾಳ್ ಅವರು ಹೇಳಿದರು. — [476, 512, 616, 560]
article4-lead-text — [476, 151, 765, 249]
paragraph: ಪಡಮಿಯೋಳನಿಂದ, ಮಧುಮೇಹ ಬರದಂತೆ ತಡೆಯಲು ಪ್ರತಿ ದಿನ ಕನಿಷ್ಠ ಒಂದು ಗಂಟೆ ದೈಹಿಕ ಚಟುವಟಿಕೆ, ಯೋಗ, ಧ್ಯಾನ ಮತ್ತು ಪ್ರಾಣಾಯಾಮ ಮಾಡಬೇಕು. ನಿಗದಿತ ಸಮಯಕ್ಕೆ ದಿನಾಲೂ ಪೌಷ್ಟಿಕ ಆಹಾರ ಸೇವನೆ ಮಾಡಬೇಕು ಎಂದರು. — [170, 251, 314, 311]
headline-line-2: ಕೇರ್‌ಕಿಮೋಥೆರಪಿ ಅನುಕೂಲಕರ — [513, 77, 728, 102]
write-text: ಹೊಸಪೇಟೆ ಟೈಮ್ಸ್ ಕನ್ನಡ ದಿನಪತ್ರಿಕೆಗೆ ಲೇಖನಗಳು, ಸುದ್ದಿ ಚಿತ್ರಗಳು, ವ್ಯಕ್ತಿ ಪರಿಚಯ, ಪುಸ್ತಕ- ಸಿನಿಮಾ-ನಾಟಕ ವಿಮರ್ಶೆಗಳನ್ನು,(150 ಶಬ್ದ ಮೀರದಂತೆ) ಸಂಪಾದಕರಿಗೆ ಪತ್ರ, ದೂರುಗಳು, ಕುಂದು ಕೊರತೆಗಳ ಬಗ್ಗೆ ಬರೆದು ಕಳಿಸಿಕೊಡಿ — [773, 392, 930, 435]
photo-felicitation — [714, 925, 934, 1037]
byline: ಹೊಸಪೇಟೆ ಟೈಮ್ಸ್ ನ್ಯೂಸ್ — [511, 139, 581, 149]
brand-logo: ಹೊಸಪೇಟೆ ಟೈಮ್ಸ್ — [778, 138, 925, 164]
paragraph: ಜಿಲ್ಲೆಯ ಜನರಲ್ಲಿ ಕ್ಯಾನ್ಸರ್ ರೋಗಿಗಳ ಸಂಖ್ಯೆಯು ಹೆಚ್ಚಾಗುತ್ತಿದ್ದು, ಹೆಚ್ಚಿನ ಚಿಕಿತ್ಸೆಗಾಗಿ ದೂರದ ಬೆಂಗಳೂರು ಅಥವಾ ಹುಬ್ಬಳ್ಳಿಯಂತಹ ನಗರಗಳಿಗೆ ಅಲೆದಾಡುವ ಪರಿಸ್ಥಿತಿ ಇದೆ. — [476, 512, 765, 675]
headline-kims-diabetes: ಕಿಮ್ಸ್‌ನಲ್ಲಿ ವಿಶ್ವ ಮಧುಮೇಹ ದಿನಾಚರಣೆ — [12, 1336, 467, 1360]
paragraph: ಈ ಸಂದರ್ಭದಲ್ಲಿ ಕಿಮ್ಸ್ ಸಂಸ್ಥೆಯ ಮುಖ್ಯ ಆಡಳಿತಾಧಿಕಾರಿ ಬಿ. ಕಲ್ಲೇಶ, ವೈದ್ಯಕೀಯ ಅಧೀಕ್ಷಕ ಡಾ. ಮಂಜುನಾಥ ಸಾಲುಗಿ, ಕುಲಸಚಿವ ಸರಸ್ವತಿ, ನೋಡಲ್ ಅಧಿಕಾರಿ ಡಾ. ವೀರೇಶ, ಜಿ.ಸಿ ನರಸಪ್ಪ ಸೇರಿದಂತೆ ಸಿಬ್ಬಂದಿಗಳು ಉಪಸ್ಥಿತರಿದ್ದರು. — [625, 627, 765, 687]
headline-line-2: ತಂಬಾಕು ಮುಕ್ತ ಯುವ ಅಭಿಯಾನ — [102, 691, 377, 721]
bottom-right-row — [476, 1110, 934, 1500]
paragraph: ಯುವಜನತೆ ತಂಬಾಕು ಸೇವನೆಯಿಂದ ದೂರವಿರಬೇಕು. ತಂಬಾಕು ಸೇವನೆ ಬಿಟ್ಟು ಬದುಕಲು ಆಯುಷ್ಯಕ್ಕೂ ಈ ವಿಷಯವನ್ನು ವಿದ್ಯಾರ್ಥಿಗಳು ತಮ್ಮ ಪೋಷಕರು ಮತ್ತು ಸ್ನೇಹಿತರಿಗೆ ತಿಳಿಸಬೇಕು ಎಂದರು. — [170, 927, 314, 974]
paragraph: ಸೆಕ್ಷನ್-4 ಪ್ರಕಾರ ಸಾರ್ವಜನಿಕ ಸ್ಥಳಗಳಲ್ಲಿ ಧೂಮಪಾನ ಮಾಡುವುದು ನಿಷೇಧ. ಸೆಕ್ಷನ್-5ರ ಪ್ರಕಾರ ತಂಬಾಕು ಉತ್ಪನ್ನಗಳ ನೇರ ಹಾಗೂ ಪರೋಕ್ಷ ಜಾಹೀರಾತು, ಉತ್ತೇಜನ ಪ್ರಯೋಜಕತ್ವ ನಿಷೇಧ. ಸೆಕ್ಷನ್-6(ಅ) ತಂಬಾಕು ಉತ್ಪನ್ನಗಳ ಮಾರಾಟ 18 ವರ್ಷದೊಳಗಿನ ಮಕ್ಕಳಿಗೆ ನಿಷೇಧ. ಸೆಕ್ಷನ್-6(ಬ) ಶೈಕ್ಷಣಿಕ ಸಂಸ್ಥೆಗಳ 100 ಅಂತರ ಗಜದೊಳಗೆ ತಂಬಾಕು ಉತ್ಪನ್ನಗಳ ಮಾರಾಟ ನಿಷೇಧ. — [323, 965, 467, 1063]
